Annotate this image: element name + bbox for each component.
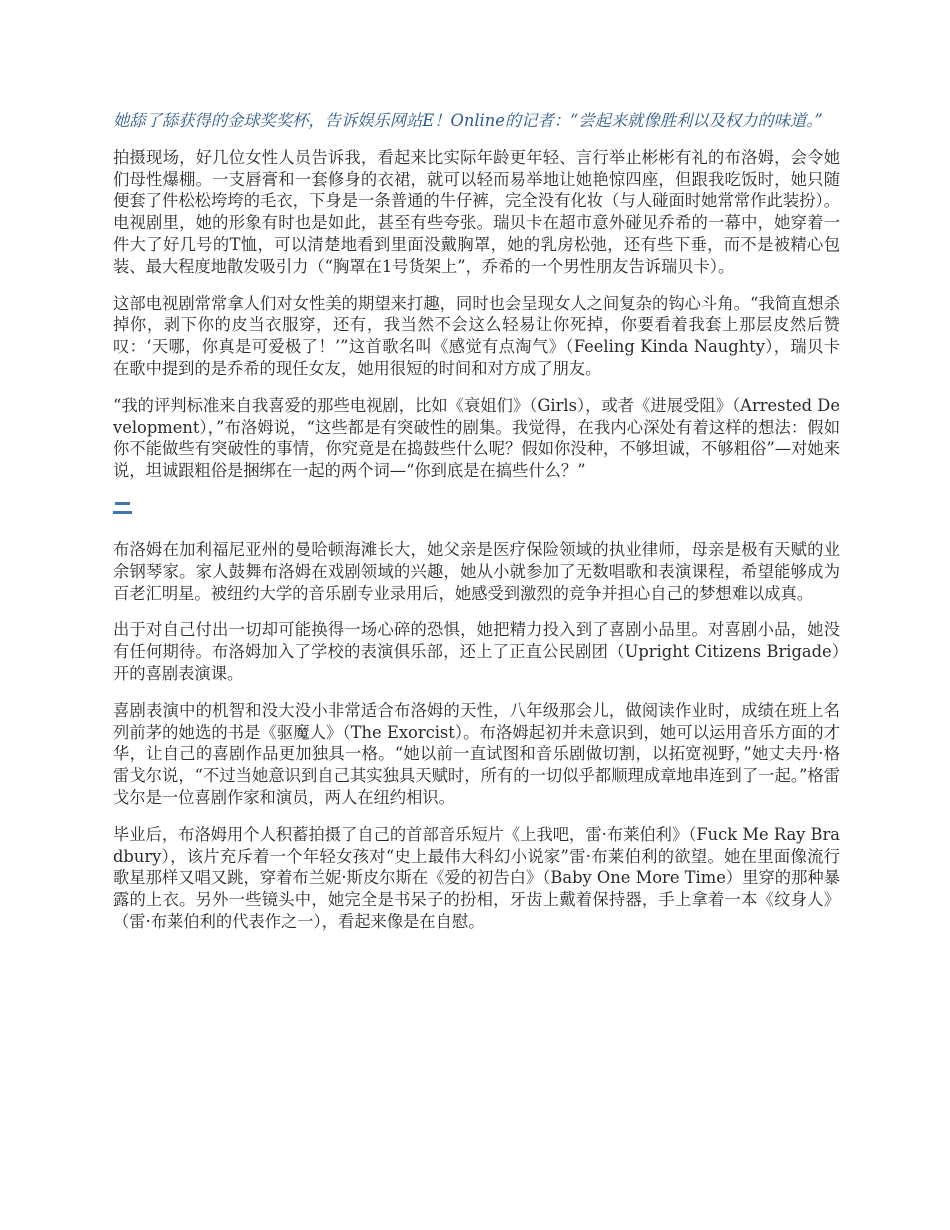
body-paragraph: 毕业后，布洛姆用个人积蓄拍摄了自己的首部音乐短片《上我吧，雷·布莱伯利》（Fuck Me Ray Bradbury），该片充斥着一个年轻女孩对“史上最伟大科幻小说家”雷·布莱伯利的欲望。她在里面像流行歌星那样又唱又跳，穿着布兰妮·斯皮尔斯在《爱的初告白》（Baby One More Time）里穿的那种暴露的上衣。另外一些镜头中，她完全是书呆子的扮相，牙齿上戴着保持器，手上拿着一本《纹身人》（雷·布莱伯利的代表作之一），看起来像是在自慰。 bbox=[113, 824, 840, 931]
section-heading bbox=[113, 497, 840, 519]
body-paragraph: 布洛姆在加利福尼亚州的曼哈顿海滩长大，她父亲是医疗保险领域的执业律师，母亲是极有天赋的业余钢琴家。家人鼓舞布洛姆在戏剧领域的兴趣，她从小就参加了无数唱歌和表演课程，希望能够成为百老汇明星。被纽约大学的音乐剧专业录用后，她感受到激烈的竞争并担心自己的梦想难以成真。 bbox=[113, 539, 840, 603]
body-paragraph: 拍摄现场，好几位女性人员告诉我，看起来比实际年龄更年轻、言行举止彬彬有礼的布洛姆，会令她们母性爆棚。一支唇膏和一套修身的衣裙，就可以轻而易举地让她艳惊四座，但跟我吃饭时，她只随便套了件松松垮垮的毛衣，下身是一条普通的牛仔裤，完全没有化妆（与人碰面时她常常作此装扮）。电视剧里，她的形象有时也是如此，甚至有些夸张。瑞贝卡在超市意外碰见乔希的一幕中，她穿着一件大了好几号的T恤，可以清楚地看到里面没戴胸罩，她的乳房松弛，还有些下垂，而不是被精心包装、最大程度地散发吸引力（“胸罩在1号货架上”，乔希的一个男性朋友告诉瑞贝卡）。 bbox=[113, 147, 840, 276]
body-paragraph: 出于对自己付出一切却可能换得一场心碎的恐惧，她把精力投入到了喜剧小品里。对喜剧小品，她没有任何期待。布洛姆加入了学校的表演俱乐部，还上了正直公民剧团（Upright Citizens Brigade）开的喜剧表演课。 bbox=[113, 620, 840, 683]
body-paragraph: “我的评判标准来自我喜爱的那些电视剧，比如《衰姐们》（Girls），或者《进展受阻》（Arrested Development），”布洛姆说，“这些都是有突破性的剧集。我觉得，在我内心深处有着这样的想法：假如你不能做些有突破性的事情，你究竟是在捣鼓些什么呢？假如你没种，不够坦诚，不够粗俗”—对她来说，坦诚跟粗俗是捆绑在一起的两个词—“你到底是在搞些什么？” bbox=[113, 395, 840, 481]
body-paragraph: 这部电视剧常常拿人们对女性美的期望来打趣，同时也会呈现女人之间复杂的钩心斗角。“我简直想杀掉你，剥下你的皮当衣服穿，还有，我当然不会这么轻易让你死掉，你要看着我套上那层皮然后赞叹：‘天哪，你真是可爱极了！’”这首歌名叫《感觉有点淘气》（Feeling Kinda Naughty），瑞贝卡在歌中提到的是乔希的现任女友，她用很短的时间和对方成了朋友。 bbox=[113, 293, 840, 378]
section-number-two bbox=[113, 500, 132, 516]
article-part-2 bbox=[113, 539, 840, 933]
body-paragraph: 喜剧表演中的机智和没大没小非常适合布洛姆的天性，八年级那会儿，做阅读作业时，成绩在班上名列前茅的她选的书是《驱魔人》（The Exorcist）。布洛姆起初并未意识到，她可以运用音乐方面的才华，让自己的喜剧作品更加独具一格。“她以前一直试图和音乐剧做切割，以拓宽视野，”她丈夫丹·格雷戈尔说，“不过当她意识到自己其实独具天赋时，所有的一切似乎都顺理成章地串连到了一起。”格雷戈尔是一位喜剧作家和演员，两人在纽约相识。 bbox=[113, 700, 840, 807]
section-number-text bbox=[113, 500, 114, 501]
article-part-1 bbox=[113, 110, 840, 482]
quote-paragraph: 她舔了舔获得的金球奖奖杯，告诉娱乐网站E！Online的记者：“尝起来就像胜利以及权力的味道。” bbox=[113, 111, 823, 130]
article-page bbox=[113, 110, 840, 948]
